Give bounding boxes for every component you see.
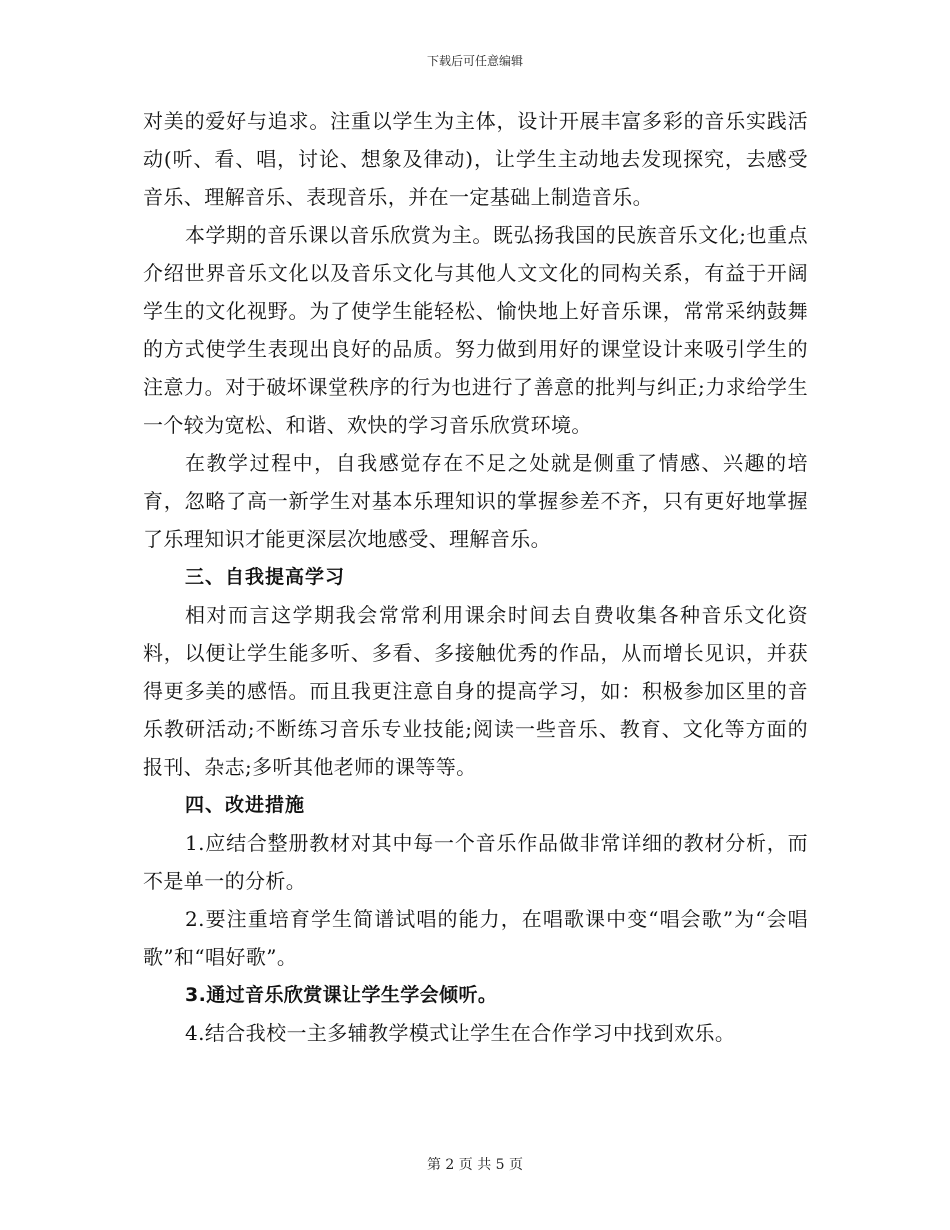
paragraph-continuation: 对美的爱好与追求。注重以学生为主体，设计开展丰富多彩的音乐实践活动(听、看、唱，讨论、想象及律动)，让学生主动地去发现探究，去感受音乐、理解音乐、表现音乐，并在一定基础上制造音乐。 [143, 109, 808, 209]
paragraph-teaching-shortcomings: 在教学过程中，自我感觉存在不足之处就是侧重了情感、兴趣的培育，忽略了高一新学生对基本乐理知识的掌握参差不齐，只有更好地掌握了乐理知识才能更深层次地感受、理解音乐。 [143, 451, 808, 551]
paragraph-self-improvement: 相对而言这学期我会常常利用课余时间去自费收集各种音乐文化资料，以便让学生能多听、多看、多接触优秀的作品，从而增长见识，并获得更多美的感悟。而且我更注意自身的提高学习，如：积极参加区里的音乐教研活动;不断练习音乐专业技能;阅读一些音乐、教育、文化等方面的报刊、杂志;多听其他老师的课等等。 [143, 603, 808, 779]
list-item-measure-2: 2.要注重培育学生简谱试唱的能力，在唱歌课中变“唱会歌”为“会唱歌”和“唱好歌”。 [143, 907, 808, 969]
list-item-measure-4: 4.结合我校一主多辅教学模式让学生在合作学习中找到欢乐。 [185, 1021, 736, 1045]
list-item-measure-1: 1.应结合整册教材对其中每一个音乐作品做非常详细的教材分析，而不是单一的分析。 [143, 831, 808, 893]
paragraph-music-appreciation: 本学期的音乐课以音乐欣赏为主。既弘扬我国的民族音乐文化;也重点介绍世界音乐文化以及音乐文化与其他人文文化的同构关系，有益于开阔学生的文化视野。为了使学生能轻松、愉快地上好音乐课，常常采纳鼓舞的方式使学生表现出良好的品质。努力做到用好的课堂设计来吸引学生的注意力。对于破坏课堂秩序的行为也进行了善意的批判与纠正;力求给学生一个较为宽松、和谐、欢快的学习音乐欣赏环境。 [143, 223, 808, 437]
section-heading-improvement-measures: 四、改进措施 [185, 794, 306, 816]
page-footer: 第 2 页 共 5 页 [426, 1157, 524, 1173]
page-header: 下载后可任意编辑 [426, 54, 523, 68]
section-heading-self-improvement: 三、自我提高学习 [185, 566, 346, 588]
document-body [143, 102, 808, 1052]
list-item-measure-3: 3.通过音乐欣赏课让学生学会倾听。 [185, 984, 498, 1006]
